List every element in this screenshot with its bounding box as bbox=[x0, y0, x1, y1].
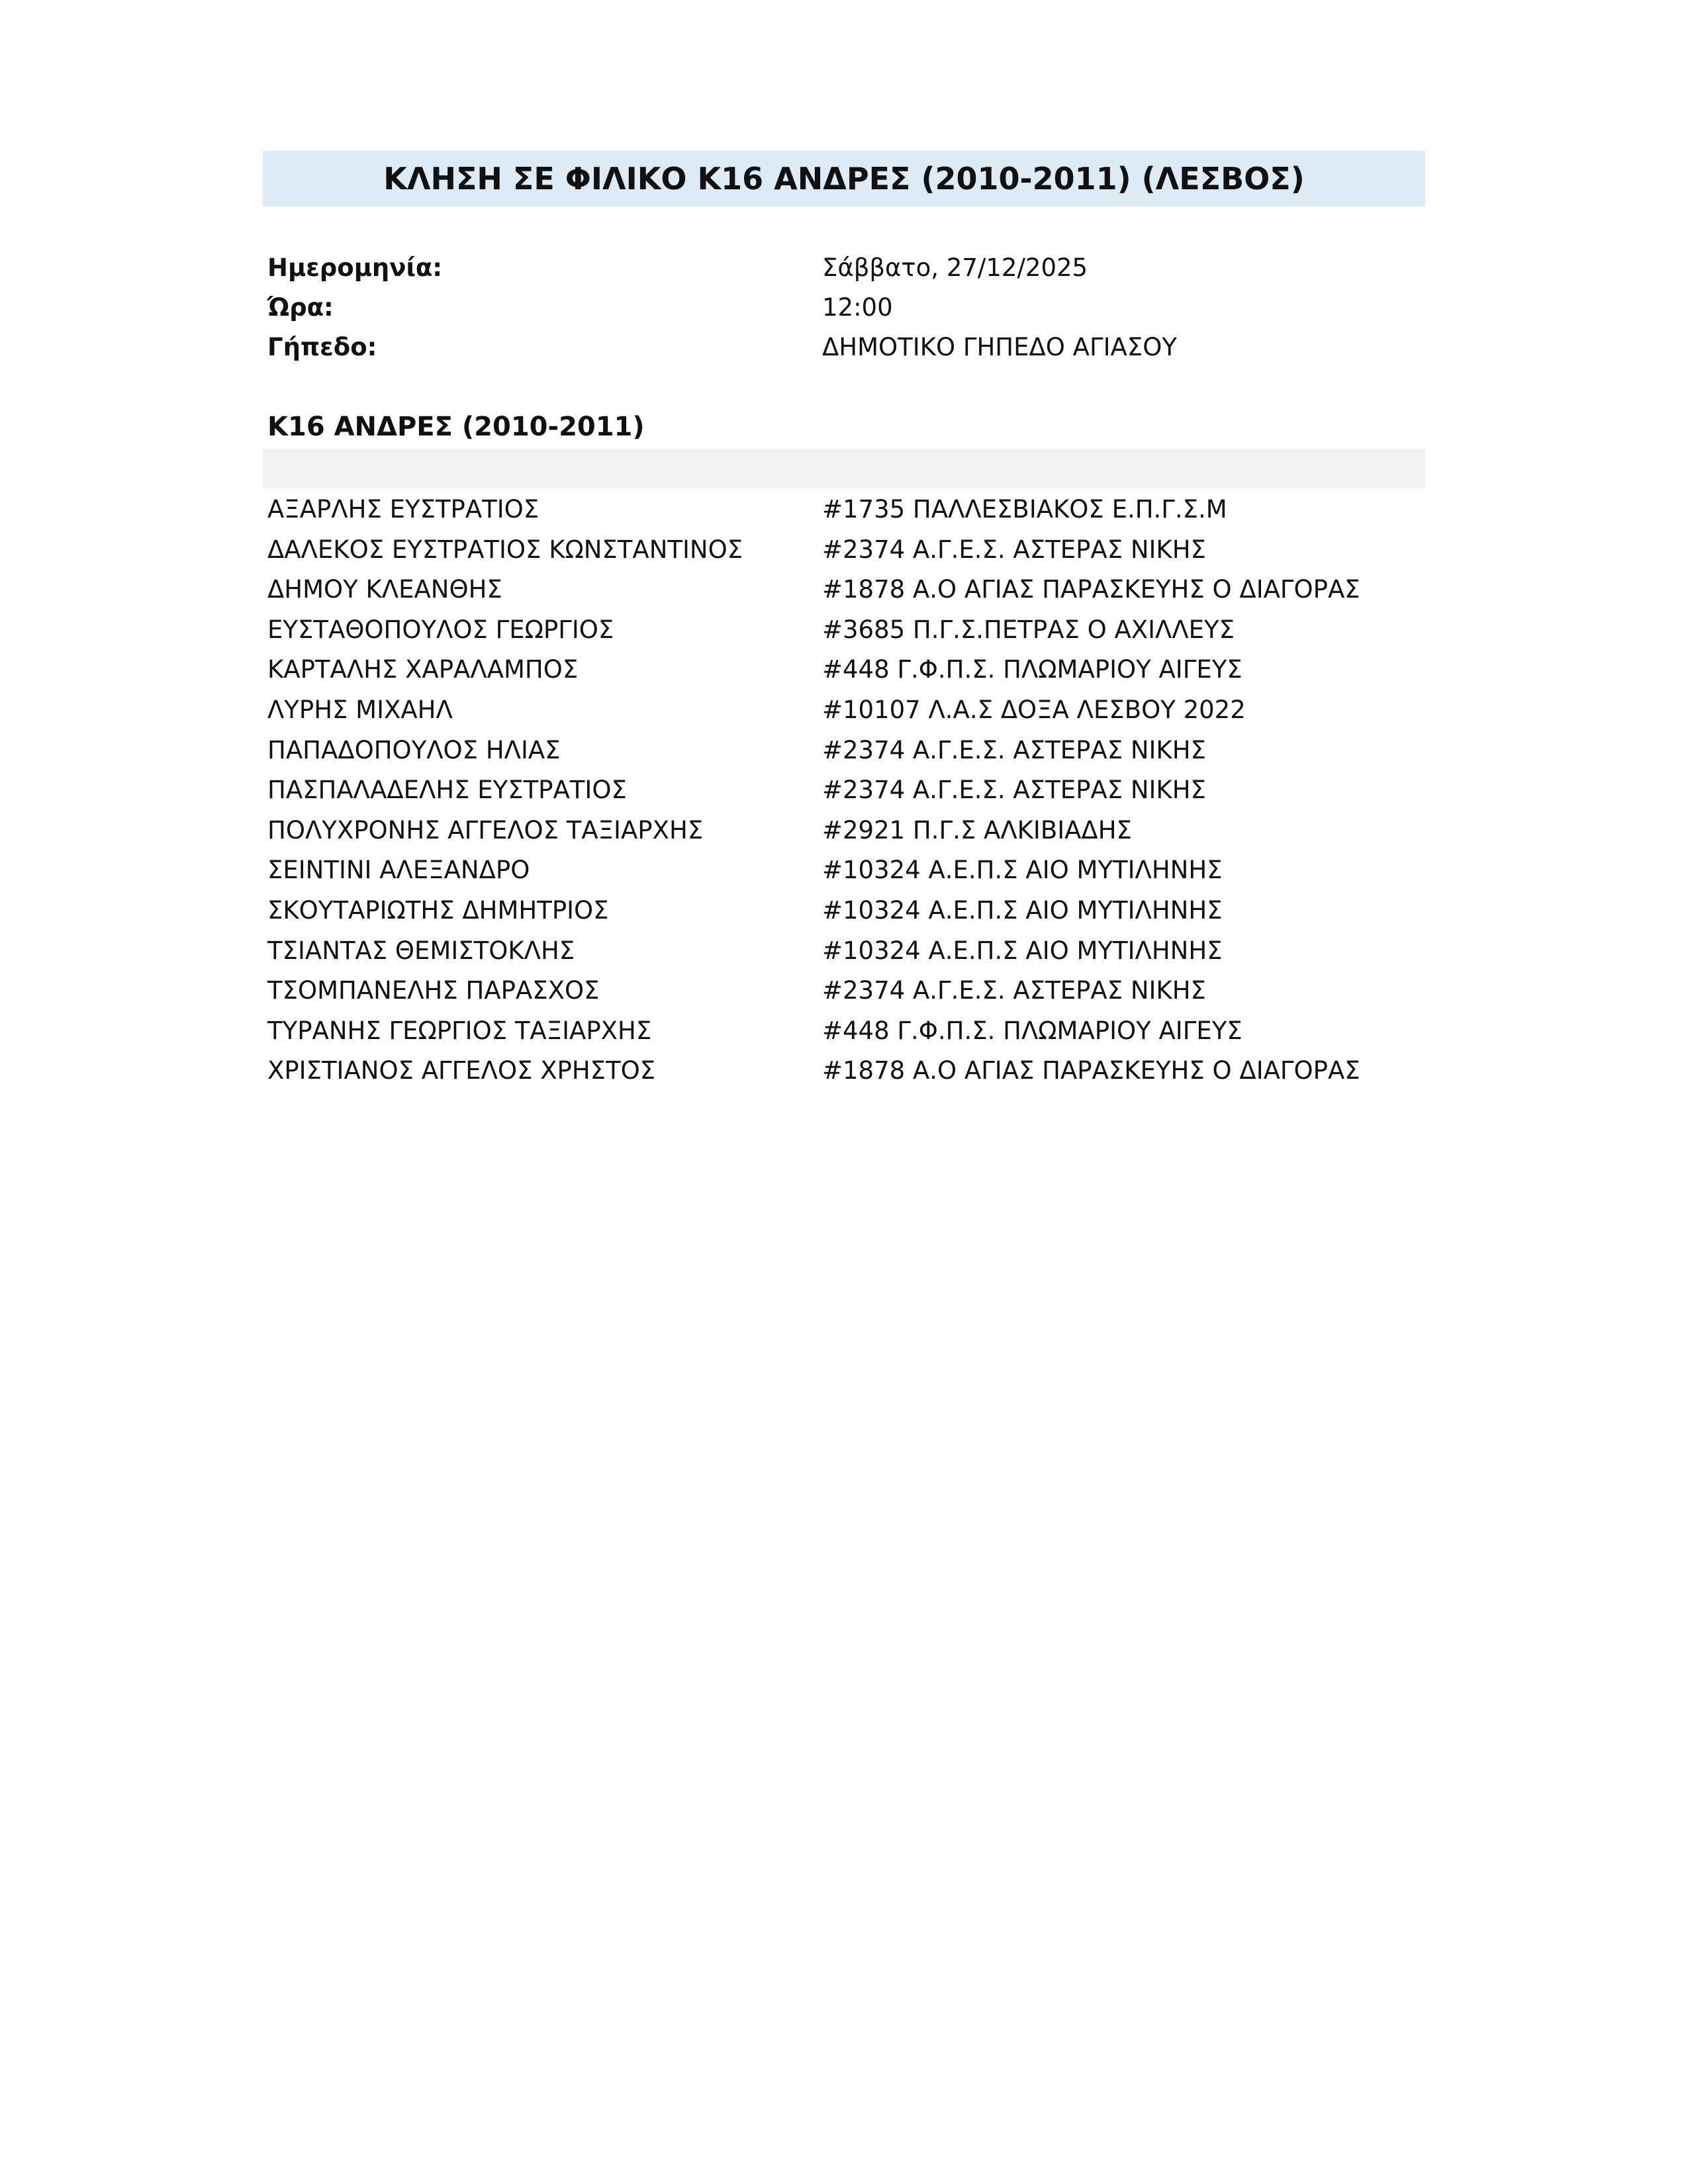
table-row bbox=[267, 650, 1426, 690]
player-name: ΔΑΛΕΚΟΣ ΕΥΣΤΡΑΤΙΟΣ ΚΩΝΣΤΑΝΤΙΝΟΣ bbox=[267, 535, 743, 564]
table-row bbox=[267, 1011, 1426, 1052]
player-name: ΠΑΠΑΔΟΠΟΥΛΟΣ ΗΛΙΑΣ bbox=[267, 735, 561, 764]
player-name: ΤΣΟΜΠΑΝΕΛΗΣ ΠΑΡΑΣΧΟΣ bbox=[267, 976, 600, 1005]
document-title: ΚΛΗΣΗ ΣΕ ΦΙΛΙΚΟ Κ16 ΑΝΔΡΕΣ (2010-2011) (ΛΕΣΒΟΣ) bbox=[383, 161, 1305, 197]
player-club: #2374 Α.Γ.Ε.Σ. ΑΣΤΕΡΑΣ ΝΙΚΗΣ bbox=[822, 535, 1206, 564]
player-roster bbox=[267, 490, 1426, 1091]
player-club: #448 Γ.Φ.Π.Σ. ΠΛΩΜΑΡΙΟΥ ΑΙΓΕΥΣ bbox=[822, 655, 1243, 684]
table-row bbox=[267, 610, 1426, 651]
player-name: ΑΞΑΡΛΗΣ ΕΥΣΤΡΑΤΙΟΣ bbox=[267, 495, 539, 523]
player-name: ΣΕΙΝΤΙΝΙ ΑΛΕΞΑΝΔΡΟ bbox=[267, 856, 530, 885]
table-row bbox=[267, 530, 1426, 570]
player-club: #10324 Α.Ε.Π.Σ ΑΙΟ ΜΥΤΙΛΗΝΗΣ bbox=[822, 895, 1223, 925]
player-club: #2374 Α.Γ.Ε.Σ. ΑΣΤΕΡΑΣ ΝΙΚΗΣ bbox=[822, 735, 1206, 764]
table-row bbox=[267, 690, 1426, 731]
player-name: ΚΑΡΤΑΛΗΣ ΧΑΡΑΛΑΜΠΟΣ bbox=[267, 655, 579, 684]
info-row-date bbox=[267, 249, 1426, 287]
info-row-time bbox=[267, 289, 1426, 327]
info-row-venue bbox=[267, 328, 1426, 367]
player-club: #448 Γ.Φ.Π.Σ. ΠΛΩΜΑΡΙΟΥ ΑΙΓΕΥΣ bbox=[822, 1016, 1243, 1045]
player-name: ΠΑΣΠΑΛΑΔΕΛΗΣ ΕΥΣΤΡΑΤΙΟΣ bbox=[267, 776, 627, 805]
player-club: #2374 Α.Γ.Ε.Σ. ΑΣΤΕΡΑΣ ΝΙΚΗΣ bbox=[822, 776, 1206, 805]
player-name: ΛΥΡΗΣ ΜΙΧΑΗΛ bbox=[267, 695, 453, 724]
info-label-date: Ημερομηνία: bbox=[267, 253, 443, 282]
player-club: #2374 Α.Γ.Ε.Σ. ΑΣΤΕΡΑΣ ΝΙΚΗΣ bbox=[822, 976, 1206, 1005]
player-name: ΣΚΟΥΤΑΡΙΩΤΗΣ ΔΗΜΗΤΡΙΟΣ bbox=[267, 895, 609, 925]
table-row bbox=[267, 770, 1426, 811]
player-name: ΧΡΙΣΤΙΑΝΟΣ ΑΓΓΕΛΟΣ ΧΡΗΣΤΟΣ bbox=[267, 1056, 656, 1085]
title-bar bbox=[263, 151, 1425, 206]
player-club: #3685 Π.Γ.Σ.ΠΕΤΡΑΣ Ο ΑΧΙΛΛΕΥΣ bbox=[822, 615, 1235, 644]
info-label-time: Ώρα: bbox=[267, 293, 334, 322]
info-label-venue: Γήπεδο: bbox=[267, 333, 377, 361]
table-row bbox=[267, 891, 1426, 931]
table-header-band bbox=[263, 449, 1425, 488]
table-row bbox=[267, 1051, 1426, 1091]
player-name: ΔΗΜΟΥ ΚΛΕΑΝΘΗΣ bbox=[267, 575, 502, 604]
player-club: #10324 Α.Ε.Π.Σ ΑΙΟ ΜΥΤΙΛΗΝΗΣ bbox=[822, 936, 1223, 965]
table-row bbox=[267, 971, 1426, 1011]
player-club: #1735 ΠΑΛΛΕΣΒΙΑΚΟΣ Ε.Π.Γ.Σ.Μ bbox=[822, 495, 1227, 523]
info-value-time: 12:00 bbox=[822, 293, 893, 322]
section-title: Κ16 ΑΝΔΡΕΣ (2010-2011) bbox=[267, 412, 645, 442]
player-name: ΕΥΣΤΑΘΟΠΟΥΛΟΣ ΓΕΩΡΓΙΟΣ bbox=[267, 615, 614, 644]
player-club: #1878 Α.Ο ΑΓΙΑΣ ΠΑΡΑΣΚΕΥΗΣ Ο ΔΙΑΓΟΡΑΣ bbox=[822, 1056, 1360, 1085]
player-club: #2921 Π.Γ.Σ ΑΛΚΙΒΙΑΔΗΣ bbox=[822, 815, 1132, 844]
info-value-date: Σάββατο, 27/12/2025 bbox=[822, 253, 1088, 282]
info-value-venue: ΔΗΜΟΤΙΚΟ ΓΗΠΕΔΟ ΑΓΙΑΣΟΥ bbox=[822, 333, 1177, 361]
table-row bbox=[267, 490, 1426, 530]
table-row bbox=[267, 731, 1426, 771]
player-club: #10107 Λ.Α.Σ ΔΟΞΑ ΛΕΣΒΟΥ 2022 bbox=[822, 695, 1246, 724]
player-club: #10324 Α.Ε.Π.Σ ΑΙΟ ΜΥΤΙΛΗΝΗΣ bbox=[822, 856, 1223, 885]
player-name: ΤΥΡΑΝΗΣ ΓΕΩΡΓΙΟΣ ΤΑΞΙΑΡΧΗΣ bbox=[267, 1016, 652, 1045]
player-name: ΤΣΙΑΝΤΑΣ ΘΕΜΙΣΤΟΚΛΗΣ bbox=[267, 936, 575, 965]
table-row bbox=[267, 931, 1426, 972]
player-name: ΠΟΛΥΧΡΟΝΗΣ ΑΓΓΕΛΟΣ ΤΑΞΙΑΡΧΗΣ bbox=[267, 815, 704, 844]
table-row bbox=[267, 850, 1426, 891]
player-club: #1878 Α.Ο ΑΓΙΑΣ ΠΑΡΑΣΚΕΥΗΣ Ο ΔΙΑΓΟΡΑΣ bbox=[822, 575, 1360, 604]
table-row bbox=[267, 811, 1426, 851]
table-row bbox=[267, 570, 1426, 610]
